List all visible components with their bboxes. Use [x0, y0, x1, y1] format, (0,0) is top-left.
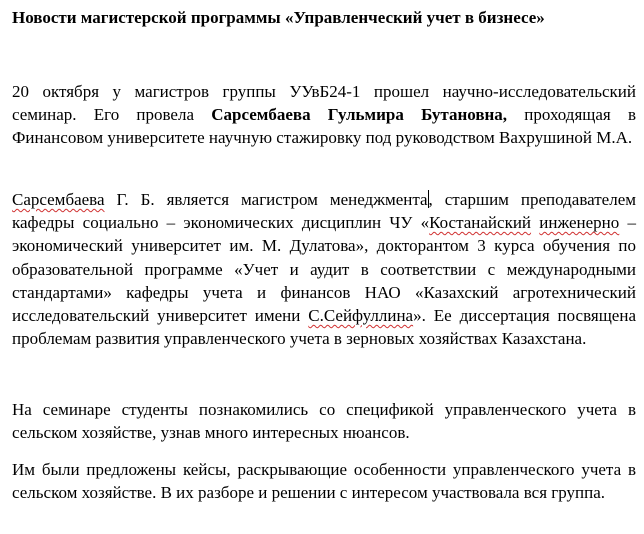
misspelled-word: Костанайский — [429, 213, 532, 233]
news-title: Новости магистерской программы «Управленческий учет в бизнесе» — [12, 8, 545, 27]
paragraph-seminar-result: На семинаре студенты познакомились со спецификой управленческого учета в сельском хозяйстве, узнав много интересных нюансов. — [12, 400, 636, 443]
seminar-tail-text: проходящая в Финансовом университете научную стажировку под руководством Вахрушиной М.А. — [12, 105, 636, 148]
seminar-intro-text: 20 октября у магистров группы УУвБ24-1 прошел научно-исследовательский семинар. Его провела — [12, 82, 636, 125]
paragraph-lecturer-bio — [12, 188, 636, 350]
misspelled-word: С.Сейфуллина — [308, 306, 414, 326]
paragraph-seminar — [12, 80, 636, 150]
lecturer-name: Сарсембаева Гульмира Бутановна, — [194, 105, 508, 125]
misspelled-word: инженерно — [539, 213, 620, 233]
bio-text: , старшим преподавателем кафедры социально – экономических дисциплин ЧУ « — [12, 190, 637, 233]
misspelled-word: Сарсембаева — [12, 190, 105, 209]
bio-text: – экономический университет им. М. Дулатова», докторантом 3 курса обучения по образовательной программе «Учет и аудит в соответствии с международными стандартами» кафедры учета и финансов НАО «Казахский агротехнический исследовательский университет имени — [12, 213, 637, 326]
paragraph-cases: Им были предложены кейсы, раскрывающие особенности управленческого учета в сельском хозяйстве. В их разборе и решении с интересом участвовала вся группа. — [12, 460, 636, 503]
bio-text: ». Ее диссертация посвящена проблемам развития управленческого учета в зерновых хозяйствах Казахстана. — [12, 306, 636, 349]
bio-text: Г. Б. является магистром менеджмента — [104, 190, 428, 209]
